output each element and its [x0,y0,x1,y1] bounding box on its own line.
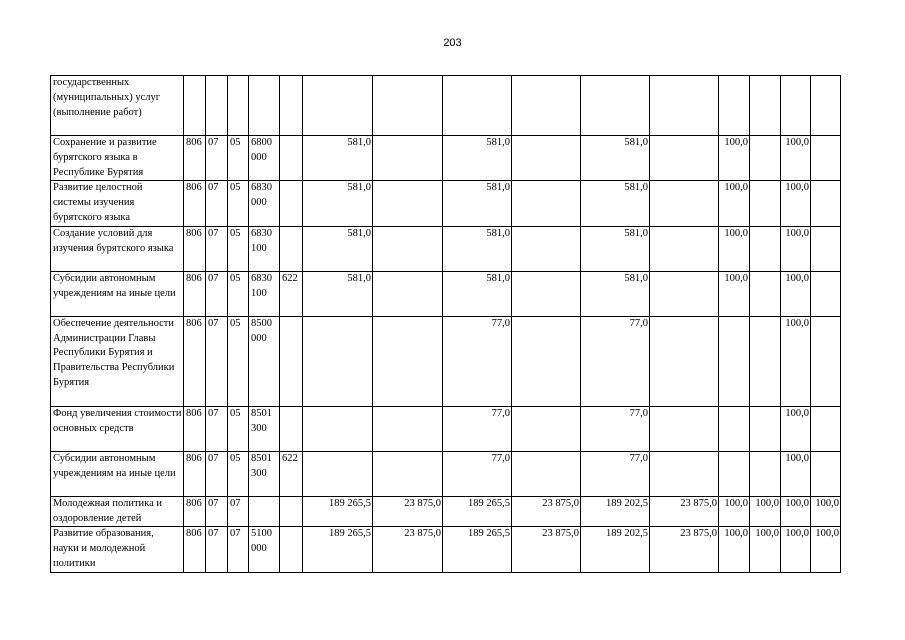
refined-total-cell: 581,0 [443,271,512,316]
pct-refined-subvention-cell [811,76,841,136]
executed-subvention-cell [650,181,719,226]
executed-total-cell: 581,0 [581,181,650,226]
page-number: 203 [443,37,462,49]
pct-refined-subvention-cell [811,451,841,496]
executed-subvention-cell [650,136,719,181]
executed-subvention-cell [650,406,719,451]
row-name-cell: государственных (муниципальных) услуг (выполнение работ) [51,76,184,136]
approved-subvention-cell [373,271,443,316]
approved-total-cell: 581,0 [303,271,373,316]
chapter-code-cell: 806 [184,496,206,527]
subsection-code-cell [228,76,249,136]
executed-subvention-cell [650,316,719,406]
refined-total-cell: 581,0 [443,181,512,226]
refined-total-cell: 189 265,5 [443,496,512,527]
pct-refined-total-cell [781,76,811,136]
pct-refined-total-cell: 100,0 [781,316,811,406]
pct-refined-subvention-cell [811,181,841,226]
pct-approved-subvention-cell [750,316,781,406]
pct-approved-total-cell [719,76,750,136]
expense-type-code-cell [280,76,303,136]
table-row [51,226,841,271]
chapter-code-cell: 806 [184,451,206,496]
approved-total-cell: 189 265,5 [303,527,373,572]
pct-approved-total-cell: 100,0 [719,496,750,527]
pct-refined-total-cell: 100,0 [781,451,811,496]
pct-refined-subvention-cell: 100,0 [811,496,841,527]
section-code-cell: 07 [206,316,228,406]
executed-total-cell: 581,0 [581,136,650,181]
executed-total-cell: 77,0 [581,406,650,451]
approved-total-cell [303,76,373,136]
expense-type-code-cell [280,527,303,572]
approved-subvention-cell [373,226,443,271]
chapter-code-cell: 806 [184,271,206,316]
section-code-cell: 07 [206,406,228,451]
target-article-code-cell: 6830 000 [249,181,280,226]
executed-subvention-cell: 23 875,0 [650,496,719,527]
pct-approved-subvention-cell [750,226,781,271]
pct-approved-total-cell: 100,0 [719,181,750,226]
pct-approved-subvention-cell [750,406,781,451]
section-code-cell: 07 [206,271,228,316]
row-name-cell: Создание условий для изучения бурятского языка [51,226,184,271]
table-row [51,181,841,226]
executed-total-cell: 189 202,5 [581,527,650,572]
approved-total-cell [303,451,373,496]
refined-subvention-cell [512,76,581,136]
pct-refined-subvention-cell: 100,0 [811,527,841,572]
expense-type-code-cell: 622 [280,451,303,496]
approved-subvention-cell [373,406,443,451]
row-name-cell: Сохранение и развитие бурятского языка в Республике Бурятия [51,136,184,181]
approved-total-cell [303,316,373,406]
executed-total-cell: 77,0 [581,316,650,406]
row-name-cell: Развитие образования, науки и молодежной политики [51,527,184,572]
executed-subvention-cell [650,76,719,136]
target-article-code-cell: 6830 100 [249,226,280,271]
expense-type-code-cell [280,226,303,271]
refined-total-cell: 581,0 [443,136,512,181]
approved-subvention-cell: 23 875,0 [373,496,443,527]
chapter-code-cell [184,76,206,136]
pct-approved-total-cell: 100,0 [719,136,750,181]
section-code-cell [206,76,228,136]
executed-subvention-cell [650,226,719,271]
row-name-cell: Субсидии автономным учреждениям на иные цели [51,451,184,496]
subsection-code-cell: 05 [228,136,249,181]
chapter-code-cell: 806 [184,181,206,226]
subsection-code-cell: 07 [228,496,249,527]
executed-total-cell: 581,0 [581,226,650,271]
refined-total-cell [443,76,512,136]
executed-total-cell [581,76,650,136]
expense-type-code-cell [280,496,303,527]
executed-total-cell: 189 202,5 [581,496,650,527]
table-row [51,496,841,527]
pct-refined-subvention-cell [811,271,841,316]
executed-subvention-cell [650,451,719,496]
target-article-code-cell: 6800 000 [249,136,280,181]
approved-total-cell: 581,0 [303,181,373,226]
section-code-cell: 07 [206,451,228,496]
pct-approved-total-cell: 100,0 [719,271,750,316]
approved-total-cell: 581,0 [303,226,373,271]
target-article-code-cell: 6830 100 [249,271,280,316]
target-article-code-cell [249,76,280,136]
target-article-code-cell: 8500 000 [249,316,280,406]
refined-subvention-cell [512,406,581,451]
approved-subvention-cell [373,181,443,226]
target-article-code-cell: 8501 300 [249,451,280,496]
executed-total-cell: 581,0 [581,271,650,316]
pct-refined-subvention-cell [811,316,841,406]
refined-total-cell: 189 265,5 [443,527,512,572]
executed-subvention-cell: 23 875,0 [650,527,719,572]
budget-table [50,75,841,573]
pct-refined-total-cell: 100,0 [781,527,811,572]
refined-total-cell: 77,0 [443,451,512,496]
pct-approved-subvention-cell [750,271,781,316]
pct-approved-total-cell: 100,0 [719,226,750,271]
section-code-cell: 07 [206,527,228,572]
target-article-code-cell: 5100 000 [249,527,280,572]
approved-total-cell [303,406,373,451]
row-name-cell: Развитие целостной системы изучения бурятского языка [51,181,184,226]
pct-approved-subvention-cell [750,136,781,181]
subsection-code-cell: 05 [228,316,249,406]
refined-subvention-cell [512,271,581,316]
pct-approved-subvention-cell [750,76,781,136]
refined-subvention-cell [512,136,581,181]
approved-subvention-cell [373,451,443,496]
pct-refined-total-cell: 100,0 [781,271,811,316]
pct-approved-subvention-cell: 100,0 [750,527,781,572]
executed-subvention-cell [650,271,719,316]
pct-approved-total-cell [719,451,750,496]
row-name-cell: Фонд увеличения стоимости основных средств [51,406,184,451]
pct-approved-subvention-cell: 100,0 [750,496,781,527]
section-code-cell: 07 [206,496,228,527]
pct-approved-total-cell [719,406,750,451]
expense-type-code-cell: 622 [280,271,303,316]
refined-subvention-cell [512,316,581,406]
table-row [51,136,841,181]
approved-total-cell: 581,0 [303,136,373,181]
refined-subvention-cell [512,226,581,271]
table-row [51,316,841,406]
table-row [51,406,841,451]
pct-refined-subvention-cell [811,226,841,271]
pct-approved-total-cell [719,316,750,406]
refined-subvention-cell: 23 875,0 [512,496,581,527]
refined-total-cell: 77,0 [443,406,512,451]
target-article-code-cell: 8501 300 [249,406,280,451]
table-row [51,451,841,496]
approved-total-cell: 189 265,5 [303,496,373,527]
row-name-cell: Молодежная политика и оздоровление детей [51,496,184,527]
pct-refined-total-cell: 100,0 [781,181,811,226]
pct-refined-subvention-cell [811,136,841,181]
section-code-cell: 07 [206,136,228,181]
subsection-code-cell: 05 [228,226,249,271]
refined-subvention-cell [512,451,581,496]
refined-total-cell: 581,0 [443,226,512,271]
expense-type-code-cell [280,316,303,406]
approved-subvention-cell: 23 875,0 [373,527,443,572]
target-article-code-cell [249,496,280,527]
pct-refined-total-cell: 100,0 [781,496,811,527]
section-code-cell: 07 [206,181,228,226]
pct-approved-subvention-cell [750,181,781,226]
refined-subvention-cell [512,181,581,226]
expense-type-code-cell [280,181,303,226]
subsection-code-cell: 05 [228,271,249,316]
refined-subvention-cell: 23 875,0 [512,527,581,572]
pct-approved-subvention-cell [750,451,781,496]
subsection-code-cell: 05 [228,451,249,496]
section-code-cell: 07 [206,226,228,271]
pct-refined-total-cell: 100,0 [781,136,811,181]
chapter-code-cell: 806 [184,136,206,181]
chapter-code-cell: 806 [184,316,206,406]
pct-refined-total-cell: 100,0 [781,226,811,271]
approved-subvention-cell [373,316,443,406]
executed-total-cell: 77,0 [581,451,650,496]
refined-total-cell: 77,0 [443,316,512,406]
subsection-code-cell: 07 [228,527,249,572]
pct-refined-total-cell: 100,0 [781,406,811,451]
subsection-code-cell: 05 [228,181,249,226]
pct-refined-subvention-cell [811,406,841,451]
approved-subvention-cell [373,136,443,181]
expense-type-code-cell [280,136,303,181]
table-row [51,527,841,572]
pct-approved-total-cell: 100,0 [719,527,750,572]
chapter-code-cell: 806 [184,406,206,451]
approved-subvention-cell [373,76,443,136]
table-row [51,76,841,136]
row-name-cell: Субсидии автономным учреждениям на иные цели [51,271,184,316]
chapter-code-cell: 806 [184,226,206,271]
table-row [51,271,841,316]
expense-type-code-cell [280,406,303,451]
row-name-cell: Обеспечение деятельности Администрации Главы Республики Бурятия и Правительства Республики Бурятия [51,316,184,406]
subsection-code-cell: 05 [228,406,249,451]
chapter-code-cell: 806 [184,527,206,572]
